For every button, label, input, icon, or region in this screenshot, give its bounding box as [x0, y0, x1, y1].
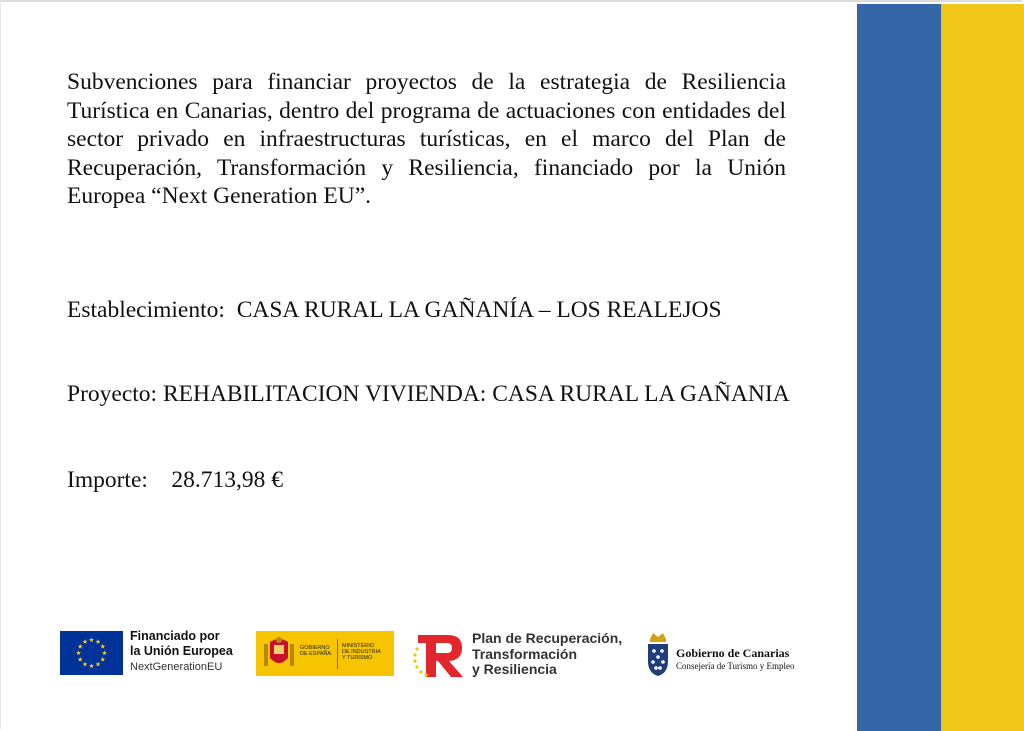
ministerio-text — [342, 643, 381, 661]
prtr-line3: y Resiliencia — [472, 661, 557, 677]
establecimiento-line — [67, 296, 722, 324]
canarias-title: Gobierno de Canarias — [676, 646, 790, 660]
establecimiento-label: Establecimiento: — [67, 297, 225, 323]
canarias-coat-of-arms-icon — [645, 629, 671, 677]
importe-line — [67, 466, 283, 494]
spain-coat-of-arms-icon — [262, 636, 296, 670]
intro-paragraph: Subvenciones para financiar proyectos de la estrategia de Resiliencia Turística en Canarias, dentro del programa de actuaciones con entidades del sector privado en infraestructuras turísticas, en el marco del Plan de Recuperación, Transformación y Resiliencia, financiado por la Unión Europea “Next Generation EU”. — [67, 69, 786, 209]
canarias-subtitle: Consejería de Turismo y Empleo — [676, 661, 795, 671]
prtr-logo-icon — [412, 629, 467, 681]
eu-line1: Financiado por — [130, 629, 220, 643]
prtr-line2: Transformación — [472, 645, 578, 662]
gobierno-espana-line2: DE ESPAÑA — [300, 651, 332, 657]
eu-flag-icon — [60, 631, 123, 675]
prtr-line1: Plan de Recuperación, — [472, 630, 623, 646]
eu-line3: NextGenerationEU — [130, 661, 223, 673]
importe-label: Importe: — [67, 467, 148, 493]
ministerio-line1: MINISTERIO — [342, 643, 375, 649]
gobierno-espana-divider — [337, 639, 338, 669]
logos-footer — [0, 625, 857, 685]
eu-logo-text — [130, 629, 233, 675]
ministerio-line3: Y TURISMO — [342, 655, 373, 661]
proyecto-line — [67, 380, 790, 408]
prtr-logo-text — [472, 631, 622, 678]
gobierno-espana-text — [300, 645, 331, 657]
proyecto-label: Proyecto: — [67, 381, 158, 407]
importe-value: 28.713,98 € — [171, 467, 284, 493]
establecimiento-value: CASA RURAL LA GAÑANÍA – LOS REALEJOS — [236, 297, 722, 323]
blue-stripe — [857, 4, 941, 731]
eu-line2: la Unión Europea — [130, 644, 233, 658]
proyecto-value: REHABILITACION VIVIENDA: CASA RURAL LA GAÑANIA — [162, 381, 790, 407]
yellow-stripe — [941, 4, 1024, 731]
gobierno-espana-line1: GOBIERNO — [300, 645, 330, 651]
ministerio-line2: DE INDUSTRIA — [342, 649, 381, 655]
